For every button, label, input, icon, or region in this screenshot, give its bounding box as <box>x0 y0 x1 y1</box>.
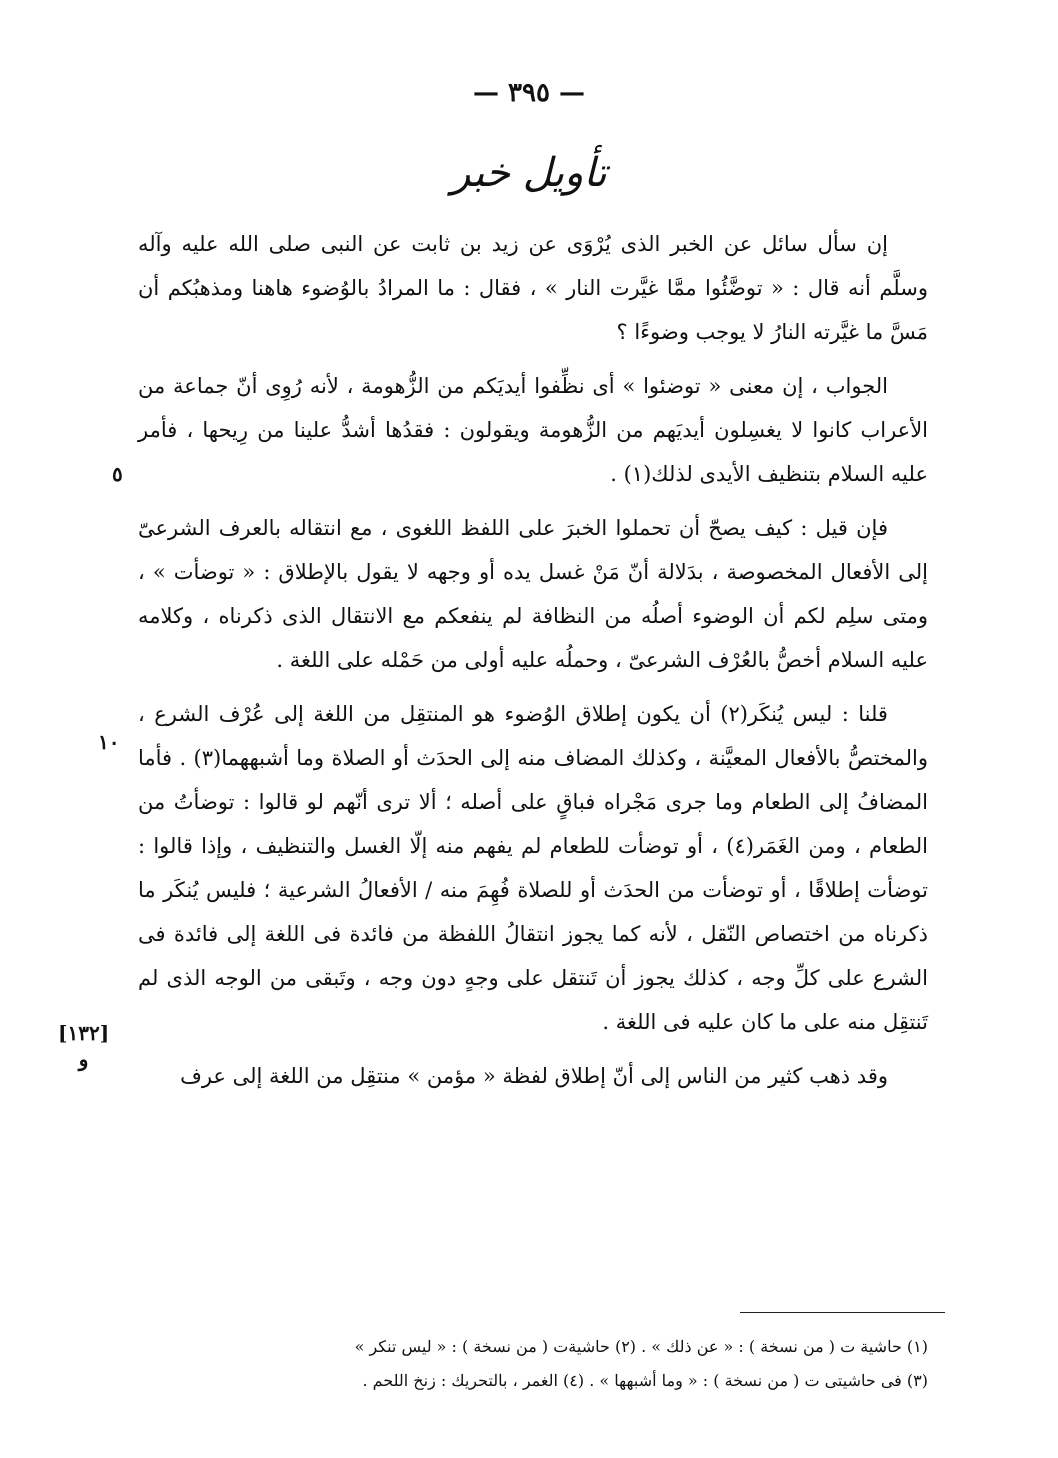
paragraph: الجواب ، إن معنى « توضئوا » أى نظِّفوا أيديَكم من الزُّهومة ، لأنه رُوِى أنّ جماعة من الأعراب كانوا لا يغسِلون أيديَهم من الزُّهومة ويقولون : فقدُها أشدُّ علينا من رِيحها ، فأمر عليه السلام بتنظيف الأيدى لذلك(١) . <box>138 374 928 486</box>
section-title: تأويل خبر <box>451 150 607 196</box>
line-number-5: ٥ <box>112 462 123 486</box>
paragraph: فإن قيل : كيف يصحّ أن تحملوا الخبرَ على اللفظ اللغوى ، مع انتقاله بالعرف الشرعىّ إلى الأفعال المخصوصة ، بدَلالة أنّ مَنْ غسل يده أو وجهه لا يقول بالإطلاق : « توضأت » ، ومتى سلِم لكم أن الوضوء أصلُه من النظافة لم ينفعكم مع الانتقال الذى ذكرناه ، وكلامه عليه السلام أخصُّ بالعُرْف الشرعىّ ، وحملُه عليه أولى من حَمْله على اللغة . <box>138 516 928 672</box>
footnote-line: (٣) فى حاشيتى ت ( من نسخة ) : « وما أشبهها » . (٤) الغمر ، بالتحريك : زنخ اللحم . <box>362 1371 928 1390</box>
folio-number: [١٣٢] <box>58 1021 110 1045</box>
paragraph: إن سأل سائل عن الخبر الذى يُرْوَى عن زيد بن ثابت عن النبى صلى الله عليه وآله وسلَّم أنه قال : « توضَّئُوا ممَّا غيَّرت النار » ، فقال : ما المرادُ بالوُضوء هاهنا ومذهبُكم أن مَسَّ ما غيَّرته النارُ لا يوجب وضوءًا ؟ <box>138 232 928 344</box>
paragraph: قلنا : ليس يُنكَر(٢) أن يكون إطلاق الوُضوء هو المنتقِل من اللغة إلى عُرْف الشرع ، والمختصُّ بالأفعال المعيَّنة ، وكذلك المضاف منه إلى الحدَث أو الصلاة وما أشبههما(٣) . فأما المضافُ إلى الطعام وما جرى مَجْراه فباقٍ على أصله ؛ ألا ترى أنّهم لو قالوا : توضأتُ من الطعام ، ومن الغَمَر(٤) ، أو توضأت للطعام لم يفهم منه إلّا الغسل والتنظيف ، وإذا قالوا : توضأت إطلاقًا ، أو توضأت من الحدَث أو للصلاة فُهِمَ منه / الأفعالُ الشرعية ؛ فليس يُنكَر ما ذكرناه من اختصاص النّقل ، لأنه كما يجوز انتقالُ اللفظة من فائدة فى اللغة إلى فائدة فى الشرع على كلِّ وجه ، كذلك يجوز أن تَنتقل على وجهٍ دون وجه ، وتَبقى من الوجه الذى لم تَنتقِل منه على ما كان عليه فى اللغة . <box>138 702 928 1034</box>
footnote-divider <box>740 1312 945 1313</box>
paragraph: وقد ذهب كثير من الناس إلى أنّ إطلاق لفظة « مؤمن » منتقِل من اللغة إلى عرف <box>180 1064 888 1088</box>
footnotes <box>138 1330 928 1398</box>
folio-side: و <box>78 1047 89 1071</box>
folio-reference <box>58 1020 109 1072</box>
line-number-10: ١٠ <box>98 730 120 754</box>
footnote-line: (١) حاشية ت ( من نسخة ) : « عن ذلك » . (٢) حاشيةت ( من نسخة ) : « ليس تنكر » <box>354 1337 928 1356</box>
body-text <box>138 222 928 1108</box>
page-number: — ٣٩٥ — <box>472 78 586 108</box>
